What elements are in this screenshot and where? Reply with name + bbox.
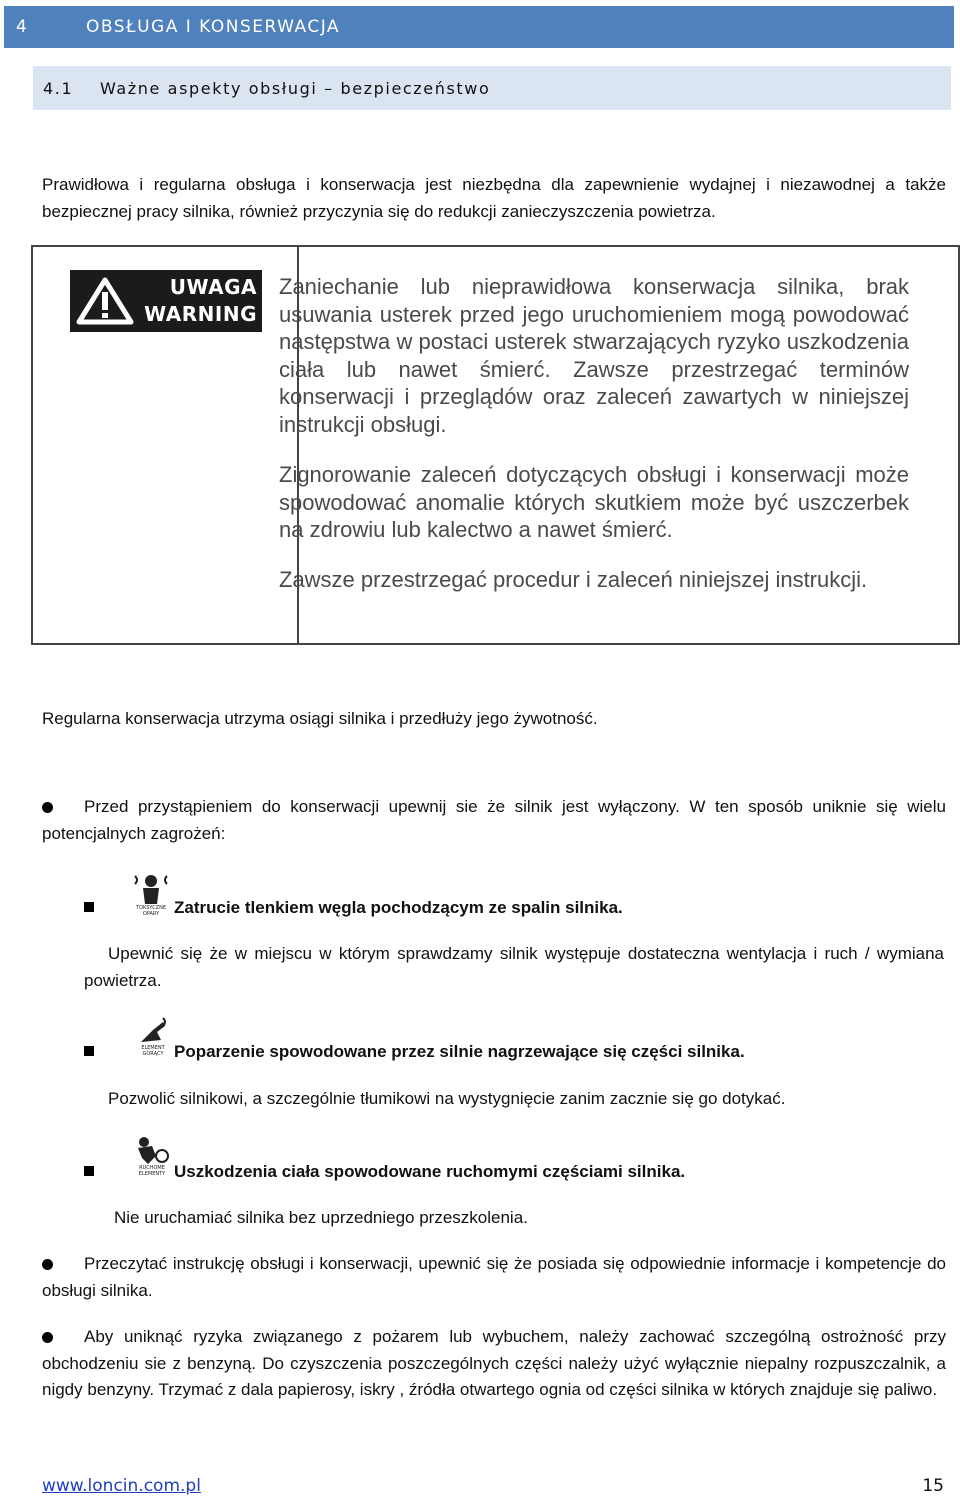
subsection-number: 4.1 [43, 78, 74, 98]
hazard-text-2: Pozwolić silnikowi, a szczególnie tłumikowi na wystygnięcie zanim zacznie się go dotykać. [108, 1089, 786, 1108]
warning-paragraph-3: Zawsze przestrzegać procedur i zaleceń niniejszej instrukcji. [279, 567, 868, 592]
footer-website-link[interactable]: www.loncin.com.pl [42, 1476, 201, 1496]
warning-paragraph-1: Zaniechanie lub nieprawidłowa konserwacja silnika, brak usuwania usterek przed jego uruchomieniem mogą powodować następstwa w postaci usterek stwarzających ryzyko uszkodzenia ciała lub nawet śmierć. Zawsze przestrzegać terminów konserwacji i przeglądów oraz zaleceń zawartych w niniejszej instrukcji obsługi. [279, 274, 909, 437]
hazard-title-2: Poparzenie spowodowane przez silnie nagrzewające się części silnika. [174, 1042, 745, 1061]
subsection-heading [33, 66, 951, 110]
hot-surface-icon [133, 1016, 173, 1060]
maintenance-note: Regularna konserwacja utrzyma osiągi silnika i przedłuży jego żywotność. [42, 709, 598, 728]
moving-parts-caption: RUCHOME ELEMENTY [138, 1165, 166, 1177]
bullet-paragraph-2: Przeczytać instrukcję obsługi i konserwacji, upewnić się że posiada się odpowiednie informacje i kompetencje do obsługi silnika. [42, 1254, 946, 1300]
hazard-title-3: Uszkodzenia ciała spowodowane ruchomymi częściami silnika. [174, 1162, 686, 1181]
section-heading [4, 6, 954, 48]
hazard-text-3: Nie uruchamiać silnika bez uprzedniego przeszkolenia. [114, 1208, 528, 1227]
toxic-fumes-icon [131, 872, 171, 916]
section-title: OBSŁUGA I KONSERWACJA [86, 17, 341, 37]
warning-badge-label-en: WARNING [144, 302, 257, 326]
hazard-bullet [84, 902, 94, 912]
section-number: 4 [16, 17, 29, 37]
bullet-paragraph-3: Aby uniknąć ryzyka związanego z pożarem lub wybuchem, należy zachować szczególną ostrożność przy obchodzeniu sie z benzyną. Do czyszczenia poszczególnych części należy użyć wyłącznie niepalny rozpuszczalnik, a nigdy benzyny. Trzymać z dala papierosy, iskry , źródła otwartego ognia od części silnika w których znajduje się paliwo. [42, 1327, 946, 1399]
hot-surface-caption: ELEMENT GORĄCY [141, 1045, 165, 1057]
warning-triangle-icon [76, 277, 134, 325]
hazard-text-1: Upewnić się że w miejscu w którym sprawdzamy silnik występuje dostateczna wentylacja i ruch / wymiana powietrza. [84, 944, 944, 990]
subsection-title: Ważne aspekty obsługi – bezpieczeństwo [100, 78, 491, 98]
bullet-paragraph-1: Przed przystąpieniem do konserwacji upewnij sie że silnik jest wyłączony. W ten sposób uniknie się wielu potencjalnych zagrożeń: [42, 797, 946, 843]
warning-badge [70, 270, 262, 332]
warning-badge-label-pl: UWAGA [169, 275, 257, 299]
warning-paragraph-2: Zignorowanie zaleceń dotyczących obsługi i konserwacji może spowodować anomalie których skutkiem może być uszczerbek na zdrowiu lub kalectwo a nawet śmierć. [279, 462, 909, 542]
moving-parts-icon [132, 1134, 172, 1180]
toxic-fumes-caption: TOKSYCZNE OPARY [135, 905, 167, 917]
intro-paragraph: Prawidłowa i regularna obsługa i konserwacja jest niezbędna dla zapewnienie wydajnej i niezawodnej a także bezpiecznej pracy silnika, również przyczynia się do redukcji zanieczyszczenia powietrza. [42, 175, 946, 221]
hazard-title-1: Zatrucie tlenkiem węgla pochodzącym ze spalin silnika. [174, 898, 623, 917]
page-number: 15 [922, 1476, 944, 1496]
hazard-bullet [84, 1166, 94, 1176]
hazard-bullet [84, 1046, 94, 1056]
